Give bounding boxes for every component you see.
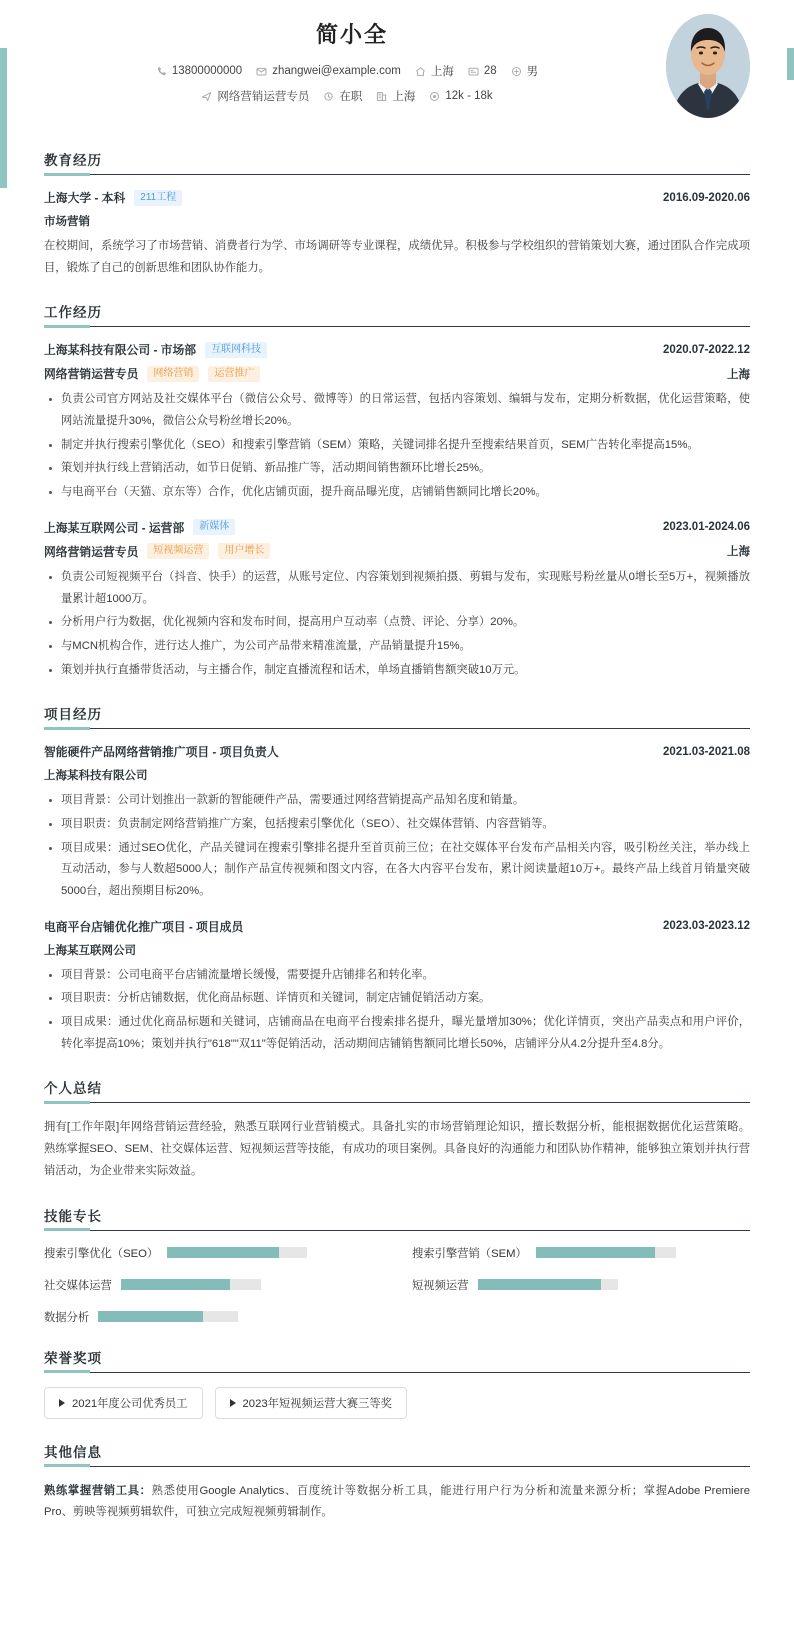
project-bullets — [44, 790, 750, 902]
id-icon — [468, 66, 479, 77]
contact-item-mail — [256, 65, 401, 77]
work-bullets — [44, 389, 750, 503]
section-header-skills — [44, 1205, 750, 1231]
education-description: 在校期间，系统学习了市场营销、消费者行为学、市场调研等专业课程，成绩优异。积极参与学校组织的营销策划大赛，通过团队合作完成项目，锻炼了自己的创新思维和团队协作能力。 — [44, 240, 750, 274]
section-summary — [44, 1077, 750, 1182]
work-entry — [44, 341, 750, 503]
contact-row-primary — [40, 63, 754, 79]
project-bullet: 项目背景：公司计划推出一款新的智能硬件产品，需要通过网络营销提高产品知名度和销量。 — [44, 790, 750, 812]
work-bullet: 负责公司官方网站及社交媒体平台（微信公众号、微博等）的日常运营，包括内容策划、编辑与发布，定期分析数据，优化运营策略，使网站流量提升30%，微信公众号粉丝增长20%。 — [44, 389, 750, 432]
work-bullets — [44, 567, 750, 681]
work-role-line — [44, 365, 750, 382]
work-entry — [44, 519, 750, 681]
education-entry-line — [44, 189, 750, 206]
skill-row — [412, 1245, 750, 1261]
project-title-left — [44, 743, 279, 760]
contact-text: 在职 — [339, 91, 363, 103]
skill-bar-fill — [167, 1247, 279, 1258]
work-company-left — [44, 341, 267, 358]
mail-icon — [256, 66, 267, 77]
contact-item-home — [415, 63, 454, 79]
section-work — [44, 301, 750, 681]
contact-item-status — [323, 88, 362, 104]
contact-text: 12k - 18k — [445, 90, 493, 102]
candidate-name: 简小全 — [315, 22, 388, 47]
role-tag: 网络营销 — [147, 366, 199, 382]
project-entry — [44, 918, 750, 1056]
work-company-line — [44, 341, 750, 358]
skill-name: 社交媒体运营 — [44, 1279, 112, 1292]
other-info-item — [44, 1481, 750, 1524]
contact-text: 男 — [526, 66, 539, 78]
contact-text: 上海 — [430, 66, 454, 78]
school-tag: 211工程 — [134, 190, 182, 206]
role-tag: 用户增长 — [218, 543, 270, 559]
work-bullet: 与电商平台（天猫、京东等）合作，优化店铺页面，提升商品曝光度，店铺销售额同比增长20%。 — [44, 482, 750, 504]
gender-icon — [511, 66, 522, 77]
section-education — [44, 149, 750, 279]
project-bullet: 项目职责：负责制定网络营销推广方案，包括搜索引擎优化（SEO）、社交媒体营销、内容营销等。 — [44, 814, 750, 836]
contact-text: 网络营销运营专员 — [217, 91, 310, 103]
skill-bar-track — [536, 1247, 676, 1258]
salary-icon — [429, 91, 440, 102]
project-name: 电商平台店铺优化推广项目 - 项目成员 — [44, 919, 244, 934]
contact-item-gender — [511, 63, 539, 79]
section-title: 项目经历 — [44, 707, 102, 723]
target-icon — [201, 91, 212, 102]
section-title: 工作经历 — [44, 305, 102, 321]
section-title: 教育经历 — [44, 153, 102, 168]
section-skills — [44, 1205, 750, 1325]
contact-text: 13800000000 — [171, 65, 243, 77]
project-title-line — [44, 743, 750, 760]
contact-item-salary — [429, 90, 492, 102]
skill-bar-fill — [98, 1311, 203, 1322]
role-title: 网络营销运营专员 — [44, 367, 139, 382]
work-date: 2023.01-2024.06 — [663, 521, 750, 534]
skill-bar-track — [167, 1247, 307, 1258]
project-title-line — [44, 918, 750, 935]
award-chip[interactable] — [215, 1387, 407, 1419]
skill-bar-fill — [478, 1279, 601, 1290]
education-date: 2016.09-2020.06 — [663, 191, 750, 204]
work-role-left — [44, 365, 260, 382]
skill-row — [412, 1277, 750, 1293]
major-name: 市场营销 — [44, 216, 90, 228]
company-tag: 新媒体 — [193, 519, 235, 535]
role-tag: 运营推广 — [208, 366, 260, 382]
play-triangle-icon — [230, 1399, 236, 1407]
project-bullets — [44, 965, 750, 1056]
contact-text: 28 — [483, 65, 497, 77]
work-role-line — [44, 543, 750, 560]
play-triangle-icon — [59, 1399, 65, 1407]
phone-icon — [156, 66, 167, 77]
contact-item-id — [468, 65, 497, 77]
home-icon — [415, 66, 426, 77]
work-company-left — [44, 519, 235, 536]
company-name: 上海某科技有限公司 - 市场部 — [44, 343, 197, 358]
education-entry — [44, 189, 750, 279]
school-name: 上海大学 - 本科 — [44, 191, 126, 205]
skill-row — [44, 1245, 382, 1261]
work-location: 上海 — [727, 368, 750, 381]
other-info-label: 熟练掌握营销工具： — [44, 1484, 152, 1497]
project-title-left — [44, 918, 243, 935]
work-bullet: 与MCN机构合作，进行达人推广，为公司产品带来精准流量，产品销量提升15%。 — [44, 636, 750, 658]
skill-name: 搜索引擎优化（SEO） — [44, 1247, 159, 1260]
project-date: 2021.03-2021.08 — [663, 745, 750, 758]
project-company: 上海某互联网公司 — [44, 944, 136, 957]
project-bullet: 项目成果：通过SEO优化，产品关键词在搜索引擎排名提升至首页前三位；在社交媒体平台发布产品相关内容，吸引粉丝关注，举办线上互动活动，参与人数超5000人；制作产品宣传视频和图文内容，在各大内容平台发布，累计阅读量超10万+。最终产品上线首月销量突破5000台，超出预期目标20%。 — [44, 838, 750, 903]
education-entry-left — [44, 189, 182, 206]
work-company-line — [44, 519, 750, 536]
contact-item-building — [376, 88, 415, 104]
contact-item-phone — [156, 65, 242, 77]
project-list — [44, 743, 750, 1055]
avatar — [666, 14, 750, 118]
section-header-work — [44, 301, 750, 327]
award-text: 2023年短视频运营大赛三等奖 — [242, 1397, 392, 1410]
resume-body — [0, 149, 794, 1548]
status-icon — [323, 91, 334, 102]
project-bullet: 项目背景：公司电商平台店铺流量增长缓慢，需要提升店铺排名和转化率。 — [44, 965, 750, 987]
section-title: 技能专长 — [44, 1208, 102, 1224]
work-date: 2020.07-2022.12 — [663, 343, 750, 356]
skills-grid — [44, 1245, 750, 1325]
project-company: 上海某科技有限公司 — [44, 770, 148, 783]
section-projects — [44, 703, 750, 1055]
section-title: 其他信息 — [44, 1444, 102, 1460]
work-role-left — [44, 543, 270, 560]
section-other-info — [44, 1441, 750, 1524]
education-list — [44, 189, 750, 279]
contact-row-secondary — [40, 88, 754, 104]
contact-text: zhangwei@example.com — [272, 65, 401, 77]
awards-row — [44, 1387, 750, 1419]
company-name: 上海某互联网公司 - 运营部 — [44, 520, 185, 535]
award-chip[interactable] — [44, 1387, 203, 1419]
resume-header — [0, 0, 794, 127]
skill-bar-track — [478, 1279, 618, 1290]
work-location: 上海 — [727, 546, 750, 559]
skill-name: 短视频运营 — [412, 1279, 469, 1292]
section-awards — [44, 1347, 750, 1419]
section-header-summary — [44, 1077, 750, 1103]
section-header-projects — [44, 703, 750, 729]
section-header-education — [44, 149, 750, 175]
skill-bar-fill — [121, 1279, 230, 1290]
work-bullet: 策划并执行直播带货活动，与主播合作，制定直播流程和话术，单场直播销售额突破10万元。 — [44, 660, 750, 682]
work-bullet: 策划并执行线上营销活动，如节日促销、新品推广等，活动期间销售额环比增长25%。 — [44, 458, 750, 480]
skill-bar-fill — [536, 1247, 655, 1258]
contact-text: 上海 — [392, 91, 416, 103]
contact-item-target — [201, 88, 309, 104]
role-title: 网络营销运营专员 — [44, 544, 139, 559]
skill-row — [44, 1309, 382, 1325]
project-date: 2023.03-2023.12 — [663, 920, 750, 933]
work-list — [44, 341, 750, 681]
section-header-other-info — [44, 1441, 750, 1467]
skill-name: 数据分析 — [44, 1311, 90, 1324]
company-tag: 互联网科技 — [205, 342, 267, 358]
summary-text: 拥有[工作年限]年网络营销运营经验，熟悉互联网行业营销模式。具备扎实的市场营销理论知识，擅长数据分析，能根据数据优化运营策略。熟练掌握SEO、SEM、社交媒体运营、短视频运营等技能，有成功的项目案例。具备良好的沟通能力和团队协作精神，能够独立策划并执行营销活动，为企业带来实际效益。 — [44, 1121, 750, 1177]
project-bullet: 项目职责：分析店铺数据，优化商品标题、详情页和关键词，制定店铺促销活动方案。 — [44, 988, 750, 1010]
role-tag: 短视频运营 — [147, 543, 209, 559]
project-entry — [44, 743, 750, 902]
other-info-text: 熟悉使用Google Analytics、百度统计等数据分析工具，能进行用户行为分析和流量来源分析；掌握Adobe Premiere Pro、剪映等视频剪辑软件，可独立完成短视频剪辑制作。 — [44, 1484, 750, 1519]
work-bullet: 分析用户行为数据，优化视频内容和发布时间，提高用户互动率（点赞、评论、分享）20%。 — [44, 612, 750, 634]
section-title: 荣誉奖项 — [44, 1350, 102, 1366]
section-header-awards — [44, 1347, 750, 1373]
skill-bar-track — [98, 1311, 238, 1322]
section-title: 个人总结 — [44, 1081, 102, 1097]
award-text: 2021年度公司优秀员工 — [72, 1397, 188, 1410]
skill-bar-track — [121, 1279, 261, 1290]
building-icon — [376, 91, 387, 102]
work-bullet: 制定并执行搜索引擎优化（SEO）和搜索引擎营销（SEM）策略，关键词排名提升至搜索结果首页，SEM广告转化率提高15%。 — [44, 435, 750, 457]
skill-row — [44, 1277, 382, 1293]
project-name: 智能硬件产品网络营销推广项目 - 项目负责人 — [44, 745, 279, 760]
skill-name: 搜索引擎营销（SEM） — [412, 1247, 527, 1260]
work-bullet: 负责公司短视频平台（抖音、快手）的运营，从账号定位、内容策划到视频拍摄、剪辑与发布，实现账号粉丝量从0增长至5万+，视频播放量累计超1000万。 — [44, 567, 750, 610]
other-info-list — [44, 1481, 750, 1524]
project-bullet: 项目成果：通过优化商品标题和关键词，店铺商品在电商平台搜索排名提升，曝光量增加30%；优化详情页，突出产品卖点和用户评价，转化率提高10%；策划并执行"618""双11"等促销活动，活动期间店铺销售额同比增长50%，店铺评分从4.2分提升至4.8分。 — [44, 1012, 750, 1055]
